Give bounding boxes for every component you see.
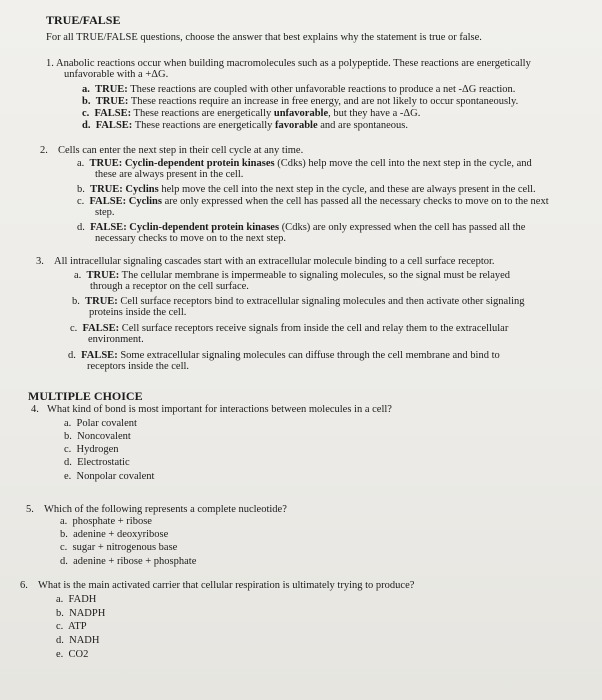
- q5-option-d: d. adenine + ribose + phosphate: [60, 556, 197, 567]
- q2-option-d-cont: necessary checks to move on to the next step.: [95, 233, 286, 244]
- q5-option-b: b. adenine + deoxyribose: [60, 529, 169, 540]
- q1-option-a: a. TRUE: These reactions are coupled with other unfavorable reactions to produce a net -ΔG reaction.: [82, 84, 516, 95]
- q5-number: 5.: [26, 504, 34, 515]
- q2-number: 2.: [40, 145, 48, 156]
- q4-number: 4.: [31, 404, 39, 415]
- q1-stem-line1: Anabolic reactions occur when building macromolecules such as a polypeptide. These reactions are energetically: [56, 58, 531, 69]
- q3-option-c-cont: environment.: [88, 334, 144, 345]
- q1-option-b: b. TRUE: These reactions require an increase in free energy, and are not likely to occur spontaneously.: [82, 96, 519, 107]
- q1-number: 1.: [46, 58, 54, 69]
- q5-option-c: c. sugar + nitrogenous base: [60, 542, 178, 553]
- q6-stem: What is the main activated carrier that cellular respiration is ultimately trying to produce?: [38, 580, 415, 591]
- q2-option-c: c. FALSE: Cyclins are only expressed when the cell has passed all the necessary checks to move on to the next: [77, 196, 549, 207]
- q2-option-a-cont: these are always present in the cell.: [95, 169, 244, 180]
- section-heading-multiple-choice: MULTIPLE CHOICE: [28, 389, 143, 403]
- q2-option-c-cont: step.: [95, 207, 115, 218]
- q5-option-a: a. phosphate + ribose: [60, 516, 152, 527]
- instructions: For all TRUE/FALSE questions, choose the answer that best explains why the statement is true or false.: [46, 32, 482, 43]
- q2-option-b: b. TRUE: Cyclins help move the cell into the next step in the cycle, and these are always present in the cell.: [77, 184, 536, 195]
- q4-option-c: c. Hydrogen: [64, 444, 119, 455]
- q3-option-d-cont: receptors inside the cell.: [87, 361, 190, 372]
- q3-number: 3.: [36, 256, 44, 267]
- q1-option-c: c. FALSE: These reactions are energetically unfavorable, but they have a -ΔG.: [82, 108, 421, 119]
- q4-option-d: d. Electrostatic: [64, 457, 130, 468]
- q3-option-b: b. TRUE: Cell surface receptors bind to extracellular signaling molecules and then activate other signaling: [72, 296, 525, 307]
- q6-option-b: b. NADPH: [56, 608, 106, 619]
- q1-stem-line2: unfavorable with a +ΔG.: [64, 69, 169, 80]
- q2-option-d: d. FALSE: Cyclin-dependent protein kinases (Cdks) are only expressed when the cell has passed all the: [77, 222, 526, 233]
- q3-option-a: a. TRUE: The cellular membrane is impermeable to signaling molecules, so the signal must be relayed: [74, 270, 511, 281]
- q3-option-d: d. FALSE: Some extracellular signaling molecules can diffuse through the cell membrane and bind to: [68, 350, 500, 361]
- q1-option-d: d. FALSE: These reactions are energetically favorable and are spontaneous.: [82, 120, 409, 131]
- q6-number: 6.: [20, 580, 28, 591]
- q6-option-a: a. FADH: [56, 594, 97, 605]
- q4-option-b: b. Noncovalent: [64, 431, 131, 442]
- q2-stem: Cells can enter the next step in their cell cycle at any time.: [58, 145, 304, 156]
- q2-option-a: a. TRUE: Cyclin-dependent protein kinases (Cdks) help move the cell into the next step in the cycle, and: [77, 158, 532, 169]
- q4-option-e: e. Nonpolar covalent: [64, 471, 155, 482]
- q3-option-c: c. FALSE: Cell surface receptors receive signals from inside the cell and relay them to the extracellular: [70, 323, 509, 334]
- q6-option-d: d. NADH: [56, 635, 100, 646]
- q3-stem: All intracellular signaling cascades start with an extracellular molecule binding to a cell surface receptor.: [54, 256, 495, 267]
- q3-option-b-cont: proteins inside the cell.: [89, 307, 187, 318]
- q3-option-a-cont: through a receptor on the cell surface.: [90, 281, 249, 292]
- q4-option-a: a. Polar covalent: [64, 418, 137, 429]
- q6-option-e: e. CO2: [56, 649, 89, 660]
- q6-option-c: c. ATP: [56, 621, 87, 632]
- q4-stem: What kind of bond is most important for interactions between molecules in a cell?: [47, 404, 392, 415]
- q5-stem: Which of the following represents a complete nucleotide?: [44, 504, 287, 515]
- section-heading-true-false: TRUE/FALSE: [46, 13, 121, 27]
